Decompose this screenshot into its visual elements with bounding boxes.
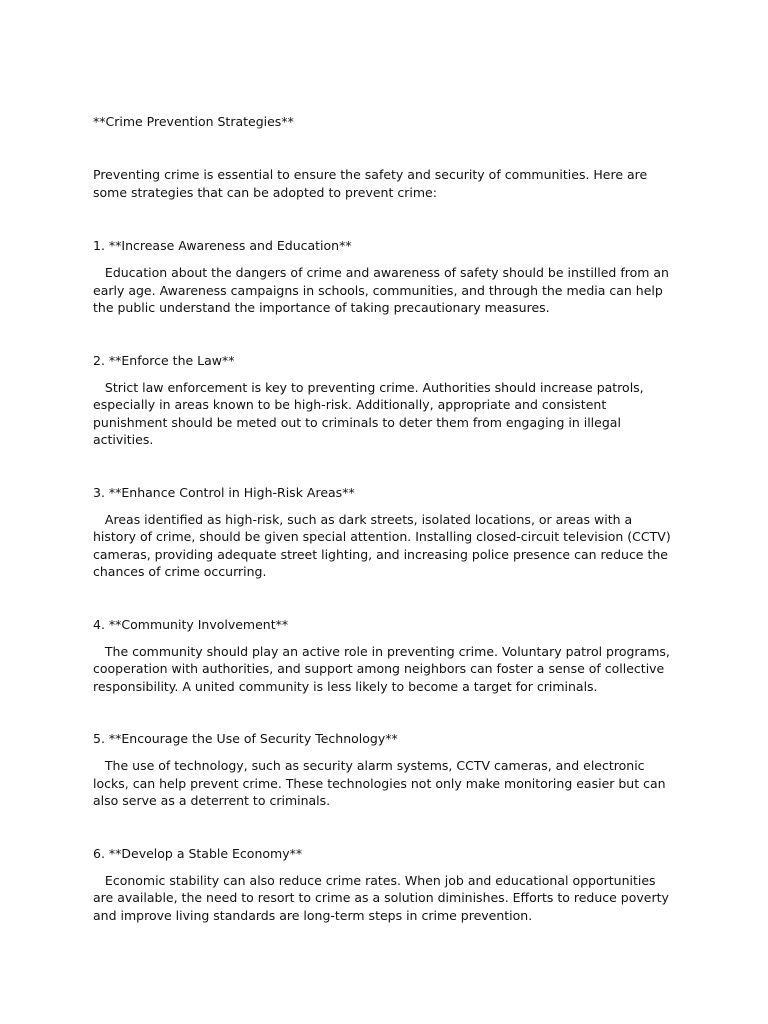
section-community-involvement: [93, 616, 678, 696]
section-security-technology: [93, 730, 678, 810]
section-body: Strict law enforcement is key to preventing crime. Authorities should increase patrols, especially in areas known to be high-risk. Additionally, appropriate and consistent punishment should be meted out to criminals to deter them from engaging in illegal activities.: [93, 379, 648, 447]
document-title: **Crime Prevention Strategies**: [93, 114, 294, 129]
section-body: The community should play an active role in preventing crime. Voluntary patrol programs, cooperation with authorities, and support among neighbors can foster a sense of collective responsibility. A united community is less likely to become a target for criminals.: [93, 643, 674, 694]
intro-paragraph: Preventing crime is essential to ensure the safety and security of communities. Here are some strategies that can be adopted to prevent crime:: [93, 167, 648, 200]
section-body: Education about the dangers of crime and awareness of safety should be instilled from an early age. Awareness campaigns in schools, communities, and through the media can help the public understand the importance of taking precautionary measures.: [93, 265, 673, 315]
section-heading: 6. **Develop a Stable Economy**: [93, 845, 303, 861]
section-heading: 2. **Enforce the Law**: [93, 352, 235, 368]
section-heading: 5. **Encourage the Use of Security Technology**: [93, 731, 398, 746]
section-high-risk-areas: [93, 484, 678, 581]
section-stable-economy: [93, 845, 678, 925]
document-page: [93, 113, 678, 924]
section-body: The use of technology, such as security alarm systems, CCTV cameras, and electronic locks, can help prevent crime. These technologies not only make monitoring easier but can also serve as a deterrent to criminals.: [93, 758, 670, 808]
section-enforce-law: [93, 352, 678, 449]
section-heading: 1. **Increase Awareness and Education**: [93, 238, 352, 253]
section-heading: 4. **Community Involvement**: [93, 616, 289, 632]
section-increase-awareness: [93, 237, 678, 317]
section-body: Economic stability can also reduce crime rates. When job and educational opportunities are available, the need to resort to crime as a solution diminishes. Efforts to reduce poverty and improve living standards are long-term steps in crime prevention.: [93, 872, 673, 923]
section-heading: 3. **Enhance Control in High-Risk Areas**: [93, 484, 355, 500]
section-body: Areas identified as high-risk, such as dark streets, isolated locations, or areas with a history of crime, should be given special attention. Installing closed-circuit television (CCTV) cameras, providing adequate street lighting, and increasing police presence can reduce the chances of crime occurring.: [93, 511, 675, 579]
